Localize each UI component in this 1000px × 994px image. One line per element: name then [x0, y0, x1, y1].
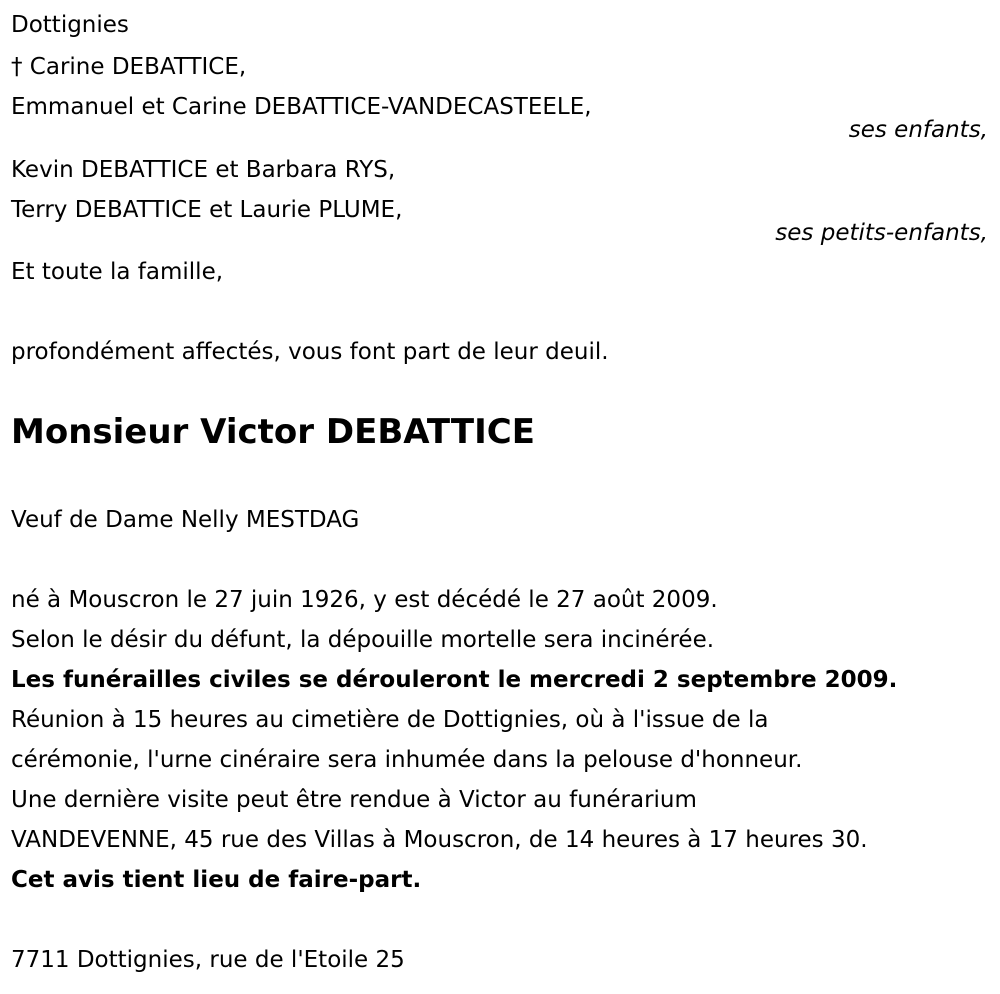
widower-line: Veuf de Dame Nelly MESTDAG	[11, 507, 360, 533]
notice-line: Cet avis tient lieu de faire-part.	[11, 867, 422, 893]
body-line: cérémonie, l'urne cinéraire sera inhumée dans la pelouse d'honneur.	[11, 747, 803, 773]
funeral-date: Les funérailles civiles se dérouleront le mercredi 2 septembre 2009.	[11, 667, 898, 693]
header-place: Dottignies	[11, 12, 129, 38]
children-label: ses enfants,	[848, 117, 988, 143]
child-line: Emmanuel et Carine DEBATTICE-VANDECASTEELE,	[11, 94, 592, 120]
body-line: Selon le désir du défunt, la dépouille mortelle sera incinérée.	[11, 627, 715, 653]
body-line: Réunion à 15 heures au cimetière de Dottignies, où à l'issue de la	[11, 707, 769, 733]
body-line: Une dernière visite peut être rendue à Victor au funérarium	[11, 787, 697, 813]
child-line: † Carine DEBATTICE,	[11, 54, 247, 80]
deceased-name: Monsieur Victor DEBATTICE	[11, 412, 535, 452]
grandchild-line: Kevin DEBATTICE et Barbara RYS,	[11, 157, 396, 183]
body-line: né à Mouscron le 27 juin 1926, y est décédé le 27 août 2009.	[11, 587, 718, 613]
family-line: Et toute la famille,	[11, 259, 224, 285]
body-line: VANDEVENNE, 45 rue des Villas à Mouscron, de 14 heures à 17 heures 30.	[11, 827, 868, 853]
grandchild-line: Terry DEBATTICE et Laurie PLUME,	[11, 197, 403, 223]
grandchildren-label: ses petits-enfants,	[775, 220, 988, 246]
address: 7711 Dottignies, rue de l'Etoile 25	[11, 947, 405, 973]
announcement: profondément affectés, vous font part de leur deuil.	[11, 339, 609, 365]
